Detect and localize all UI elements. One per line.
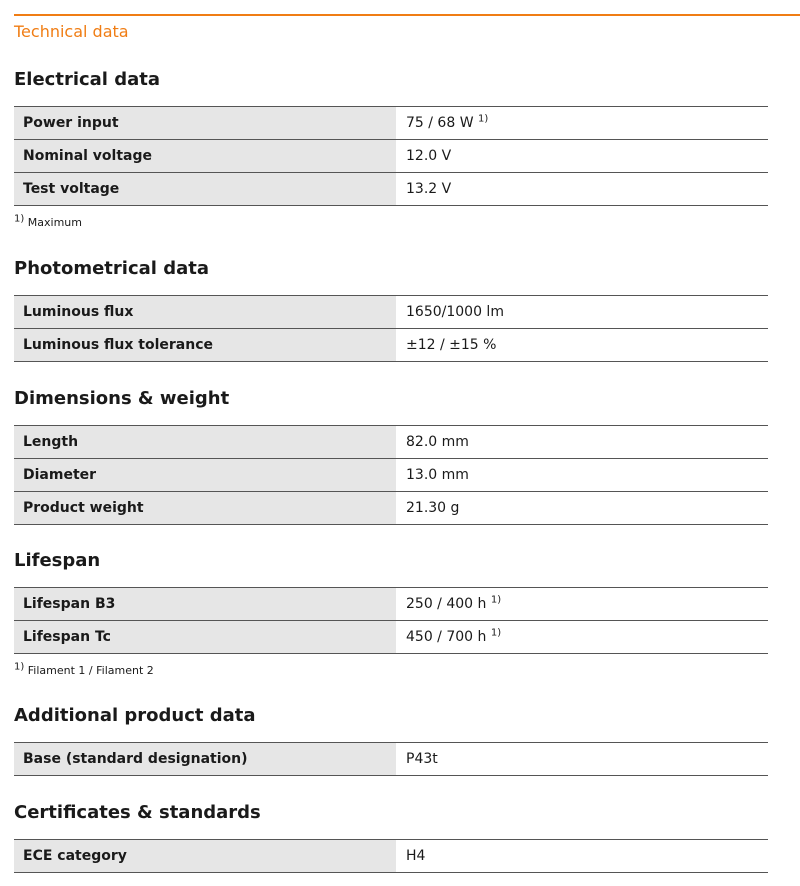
row-label: Length [14,426,396,458]
section-title: Additional product data [14,705,256,726]
row-label: Luminous flux [14,296,396,328]
row-value: 13.0 mm [406,467,469,483]
row-value: 1650/1000 lm [406,304,504,320]
row-label: Luminous flux tolerance [14,329,396,361]
table-row [14,329,768,362]
row-value: 13.2 V [406,181,452,197]
row-label: Base (standard designation) [14,743,396,775]
table-row [14,743,768,776]
row-value: H4 [406,848,426,864]
footnote [14,213,768,230]
section-title: Electrical data [14,69,161,90]
certificates-table [14,839,768,873]
table-row [14,459,768,492]
table-row [14,140,768,173]
section-title: Dimensions & weight [14,388,230,409]
value-text: 250 / 400 h [406,596,487,612]
row-label: Lifespan Tc [14,621,396,653]
table-row [14,840,768,873]
row-label: Power input [14,107,396,139]
table-row [14,621,768,654]
row-value [396,107,768,139]
table-row [14,296,768,329]
section-additional [14,705,768,776]
footnote-mark: 1) [14,213,25,225]
section-dimensions [14,388,768,525]
section-title: Photometrical data [14,258,209,279]
row-label: Product weight [14,492,396,524]
value-text: 450 / 700 h [406,629,487,645]
photometrical-table [14,295,768,362]
row-value: 21.30 g [406,500,460,516]
row-value: 12.0 V [406,148,452,164]
table-row [14,173,768,206]
table-row [14,426,768,459]
row-label: Test voltage [14,173,396,205]
footnote-ref: 1) [490,627,502,639]
value-text: 75 / 68 W [406,115,474,131]
lifespan-table [14,587,768,654]
footnote-text: Maximum [27,216,82,229]
top-accent-rule [14,14,800,16]
table-row [14,107,768,140]
row-value: ±12 / ±15 % [406,337,497,353]
footnote [14,661,768,678]
section-title: Lifespan [14,550,101,571]
section-electrical [14,69,768,230]
footnote-text: Filament 1 / Filament 2 [27,664,154,677]
row-value [396,588,768,620]
row-value [396,621,768,653]
page-title: Technical data [14,22,129,41]
table-row [14,588,768,621]
electrical-table [14,106,768,206]
footnote-ref: 1) [490,594,502,606]
row-label: ECE category [14,840,396,872]
footnote-mark: 1) [14,661,25,673]
section-lifespan [14,550,768,678]
row-label: Diameter [14,459,396,491]
row-value: P43t [406,751,438,767]
section-photometrical [14,258,768,362]
row-value: 82.0 mm [406,434,469,450]
footnote-ref: 1) [478,113,489,125]
table-row [14,492,768,525]
additional-table [14,742,768,776]
dimensions-table [14,425,768,525]
row-label: Lifespan B3 [14,588,396,620]
row-label: Nominal voltage [14,140,396,172]
section-certificates [14,802,768,873]
section-title: Certificates & standards [14,802,261,823]
